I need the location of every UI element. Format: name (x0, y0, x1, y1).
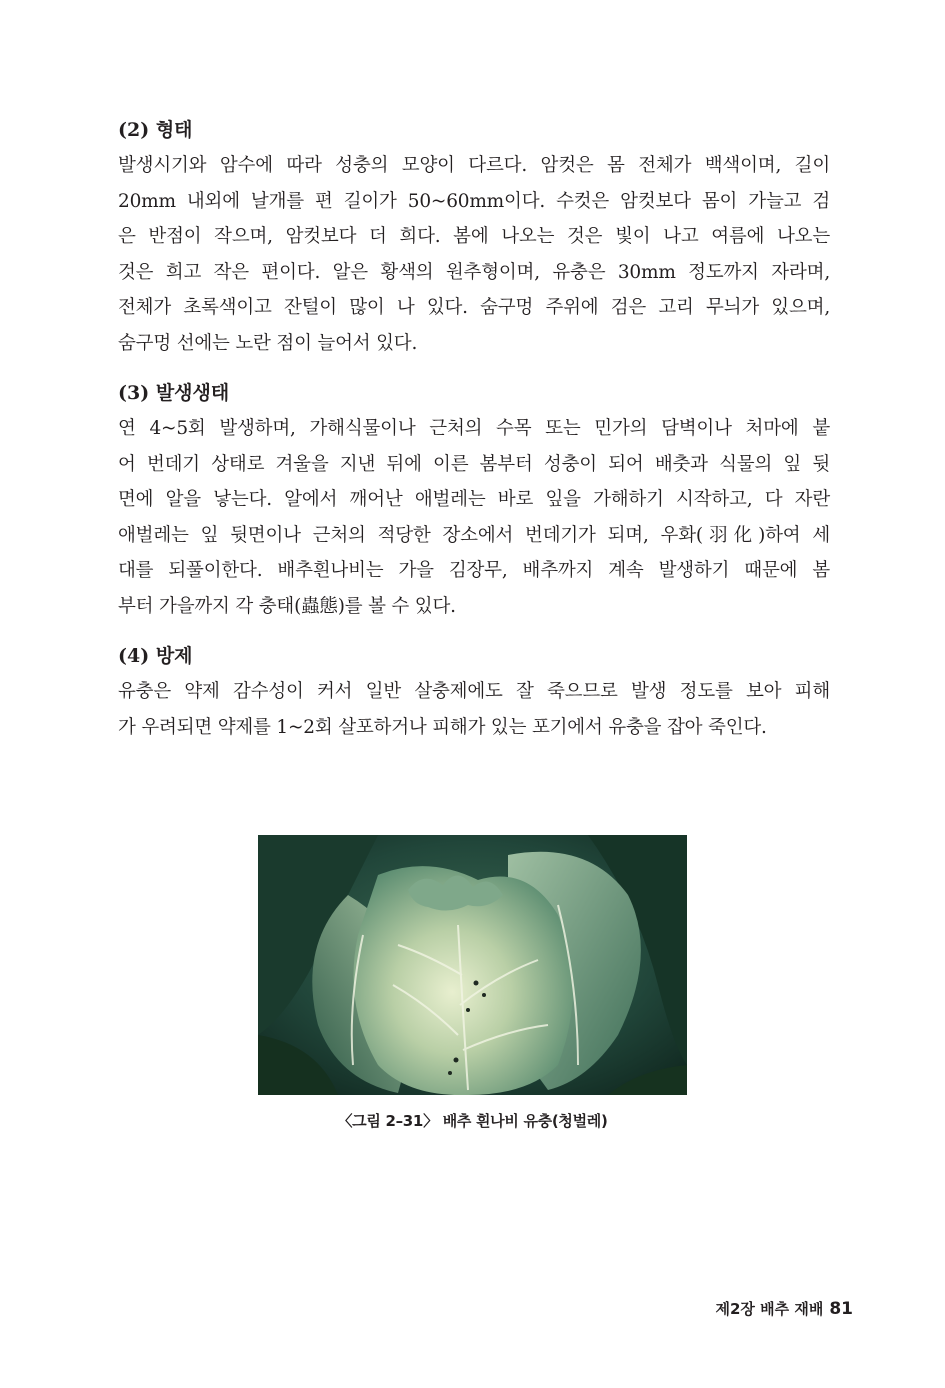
text-line: 숨구멍 선에는 노란 점이 늘어서 있다. (118, 332, 418, 354)
section-ecology (118, 375, 830, 624)
text-line: 연 4~5회 발생하며, 가해식물이나 근처의 수목 또는 민가의 담벽이나 처마에 붙 (118, 418, 830, 439)
page-number: 81 (829, 1299, 853, 1319)
section-shape (118, 112, 830, 361)
text-line: 어 번데기 상태로 겨울을 지낸 뒤에 이른 봄부터 성충이 되어 배춧과 식물의 잎 뒷 (118, 453, 830, 475)
text-line: 부터 가을까지 각 충태(蟲態)를 볼 수 있다. (118, 595, 456, 617)
figure-caption: 〈그림 2–31〉 배추 흰나비 유충(청벌레) (337, 1112, 608, 1130)
text-line: 전체가 초록색이고 잔털이 많이 나 있다. 숨구멍 주위에 검은 고리 무늬가 있으며, (118, 297, 830, 318)
section-heading: (2) 형태 (118, 119, 193, 141)
text-line: 가 우려되면 약제를 1~2회 살포하거나 피해가 있는 포기에서 유충을 잡아 죽인다. (118, 716, 767, 738)
text-line: 것은 희고 작은 편이다. 알은 황색의 원추형이며, 유충은 30mm 정도까지 자라며, (118, 261, 830, 283)
section-paragraph (118, 674, 830, 745)
text-line: 20mm 내외에 날개를 편 길이가 50~60mm이다. 수컷은 암컷보다 몸이 가늘고 검 (118, 190, 830, 212)
text-line: 은 반점이 작으며, 암컷보다 더 희다. 봄에 나오는 것은 빛이 나고 여름에 나오는 (118, 226, 830, 247)
chapter-title: 제2장 배추 재배 (715, 1300, 824, 1318)
section-paragraph (118, 411, 830, 624)
page-footer (716, 1298, 854, 1319)
text-line: 유충은 약제 감수성이 커서 일반 살충제에도 잘 죽으므로 발생 정도를 보아 피해 (118, 681, 830, 702)
text-line: 발생시기와 암수에 따라 성충의 모양이 다르다. 암컷은 몸 전체가 백색이며, 길이 (118, 155, 830, 176)
body-text (118, 112, 830, 745)
text-line: 애벌레는 잎 뒷면이나 근처의 적당한 장소에서 번데기가 되며, 우화(羽化)하여 세 (118, 524, 830, 546)
section-control (118, 638, 830, 745)
section-heading: (3) 발생생태 (118, 382, 230, 404)
text-line: 면에 알을 낳는다. 알에서 깨어난 애벌레는 바로 잎을 가해하기 시작하고, 다 자란 (118, 489, 830, 510)
text-line: 대를 되풀이한다. 배추흰나비는 가을 김장무, 배추까지 계속 발생하기 때문에 봄 (118, 560, 830, 581)
section-paragraph (118, 148, 830, 361)
section-heading: (4) 방제 (118, 645, 193, 667)
cabbage-photo (258, 835, 687, 1095)
